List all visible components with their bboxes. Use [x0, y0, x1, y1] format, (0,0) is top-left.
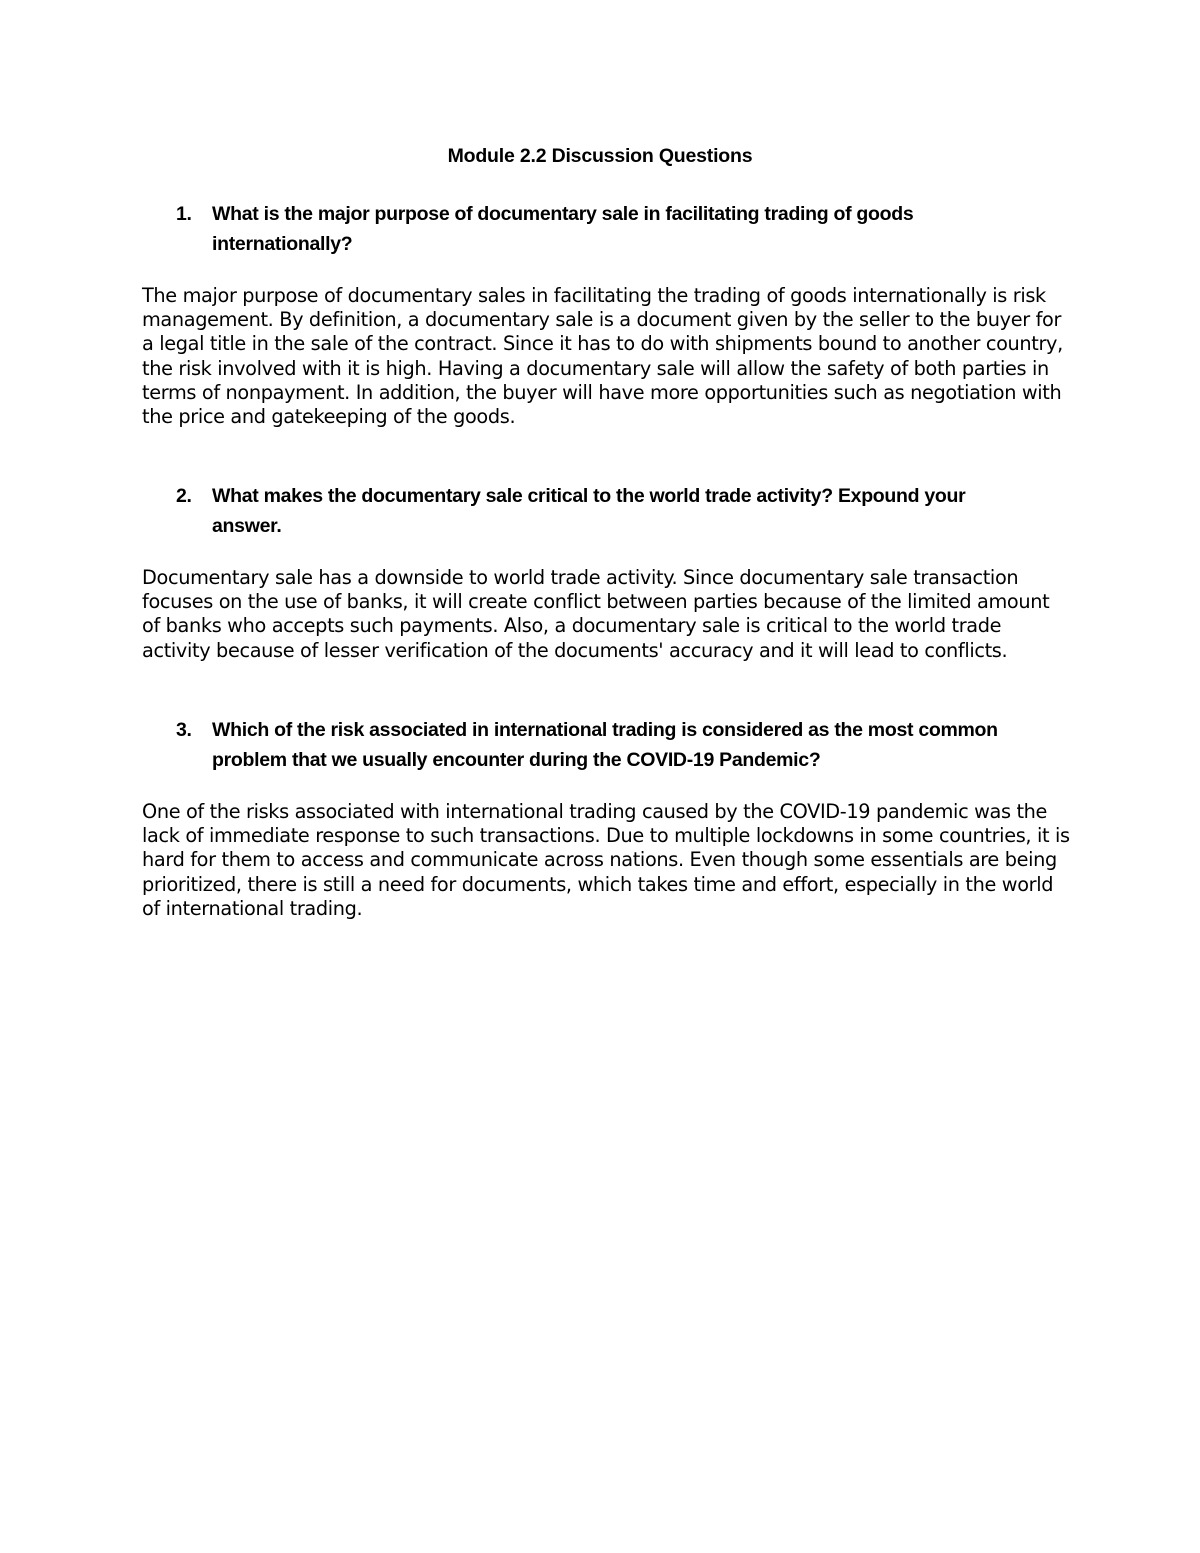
answer-1: The major purpose of documentary sales in facilitating the trading of goods internationally is risk management. By definition, a documentary sale is a document given by the seller to the buyer for a legal title in the sale of the contract. Since it has to do with shipments bound to another country, the risk involved with it is high. Having a documentary sale will allow the safety of both parties in terms of nonpayment. In addition, the buyer will have more opportunities such as negotiation with the price and gatekeeping of the goods. — [142, 284, 1063, 429]
question-text: What is the major purpose of documentary sale in facilitating trading of goods internationally? — [212, 203, 914, 255]
question-text: Which of the risk associated in international trading is considered as the most common problem that we usually encounter during the COVID-19 Pandemic? — [212, 719, 998, 771]
question-number: 2. — [176, 485, 192, 507]
question-number: 1. — [176, 203, 192, 225]
question-3 — [176, 716, 1036, 775]
question-2 — [176, 482, 1036, 541]
question-number: 3. — [176, 719, 192, 741]
question-1 — [176, 200, 1036, 259]
answer-2: Documentary sale has a downside to world trade activity. Since documentary sale transaction focuses on the use of banks, it will create conflict between parties because of the limited amount of banks who accepts such payments. Also, a documentary sale is critical to the world trade activity because of lesser verification of the documents' accuracy and it will lead to conflicts. — [142, 566, 1050, 662]
answer-3: One of the risks associated with international trading caused by the COVID-19 pandemic was the lack of immediate response to such transactions. Due to multiple lockdowns in some countries, it is hard for them to access and communicate across nations. Even though some essentials are being prioritized, there is still a need for documents, which takes time and effort, especially in the world of international trading. — [142, 800, 1070, 920]
page-title: Module 2.2 Discussion Questions — [447, 145, 753, 167]
question-text: What makes the documentary sale critical to the world trade activity? Expound your answer. — [212, 485, 966, 537]
